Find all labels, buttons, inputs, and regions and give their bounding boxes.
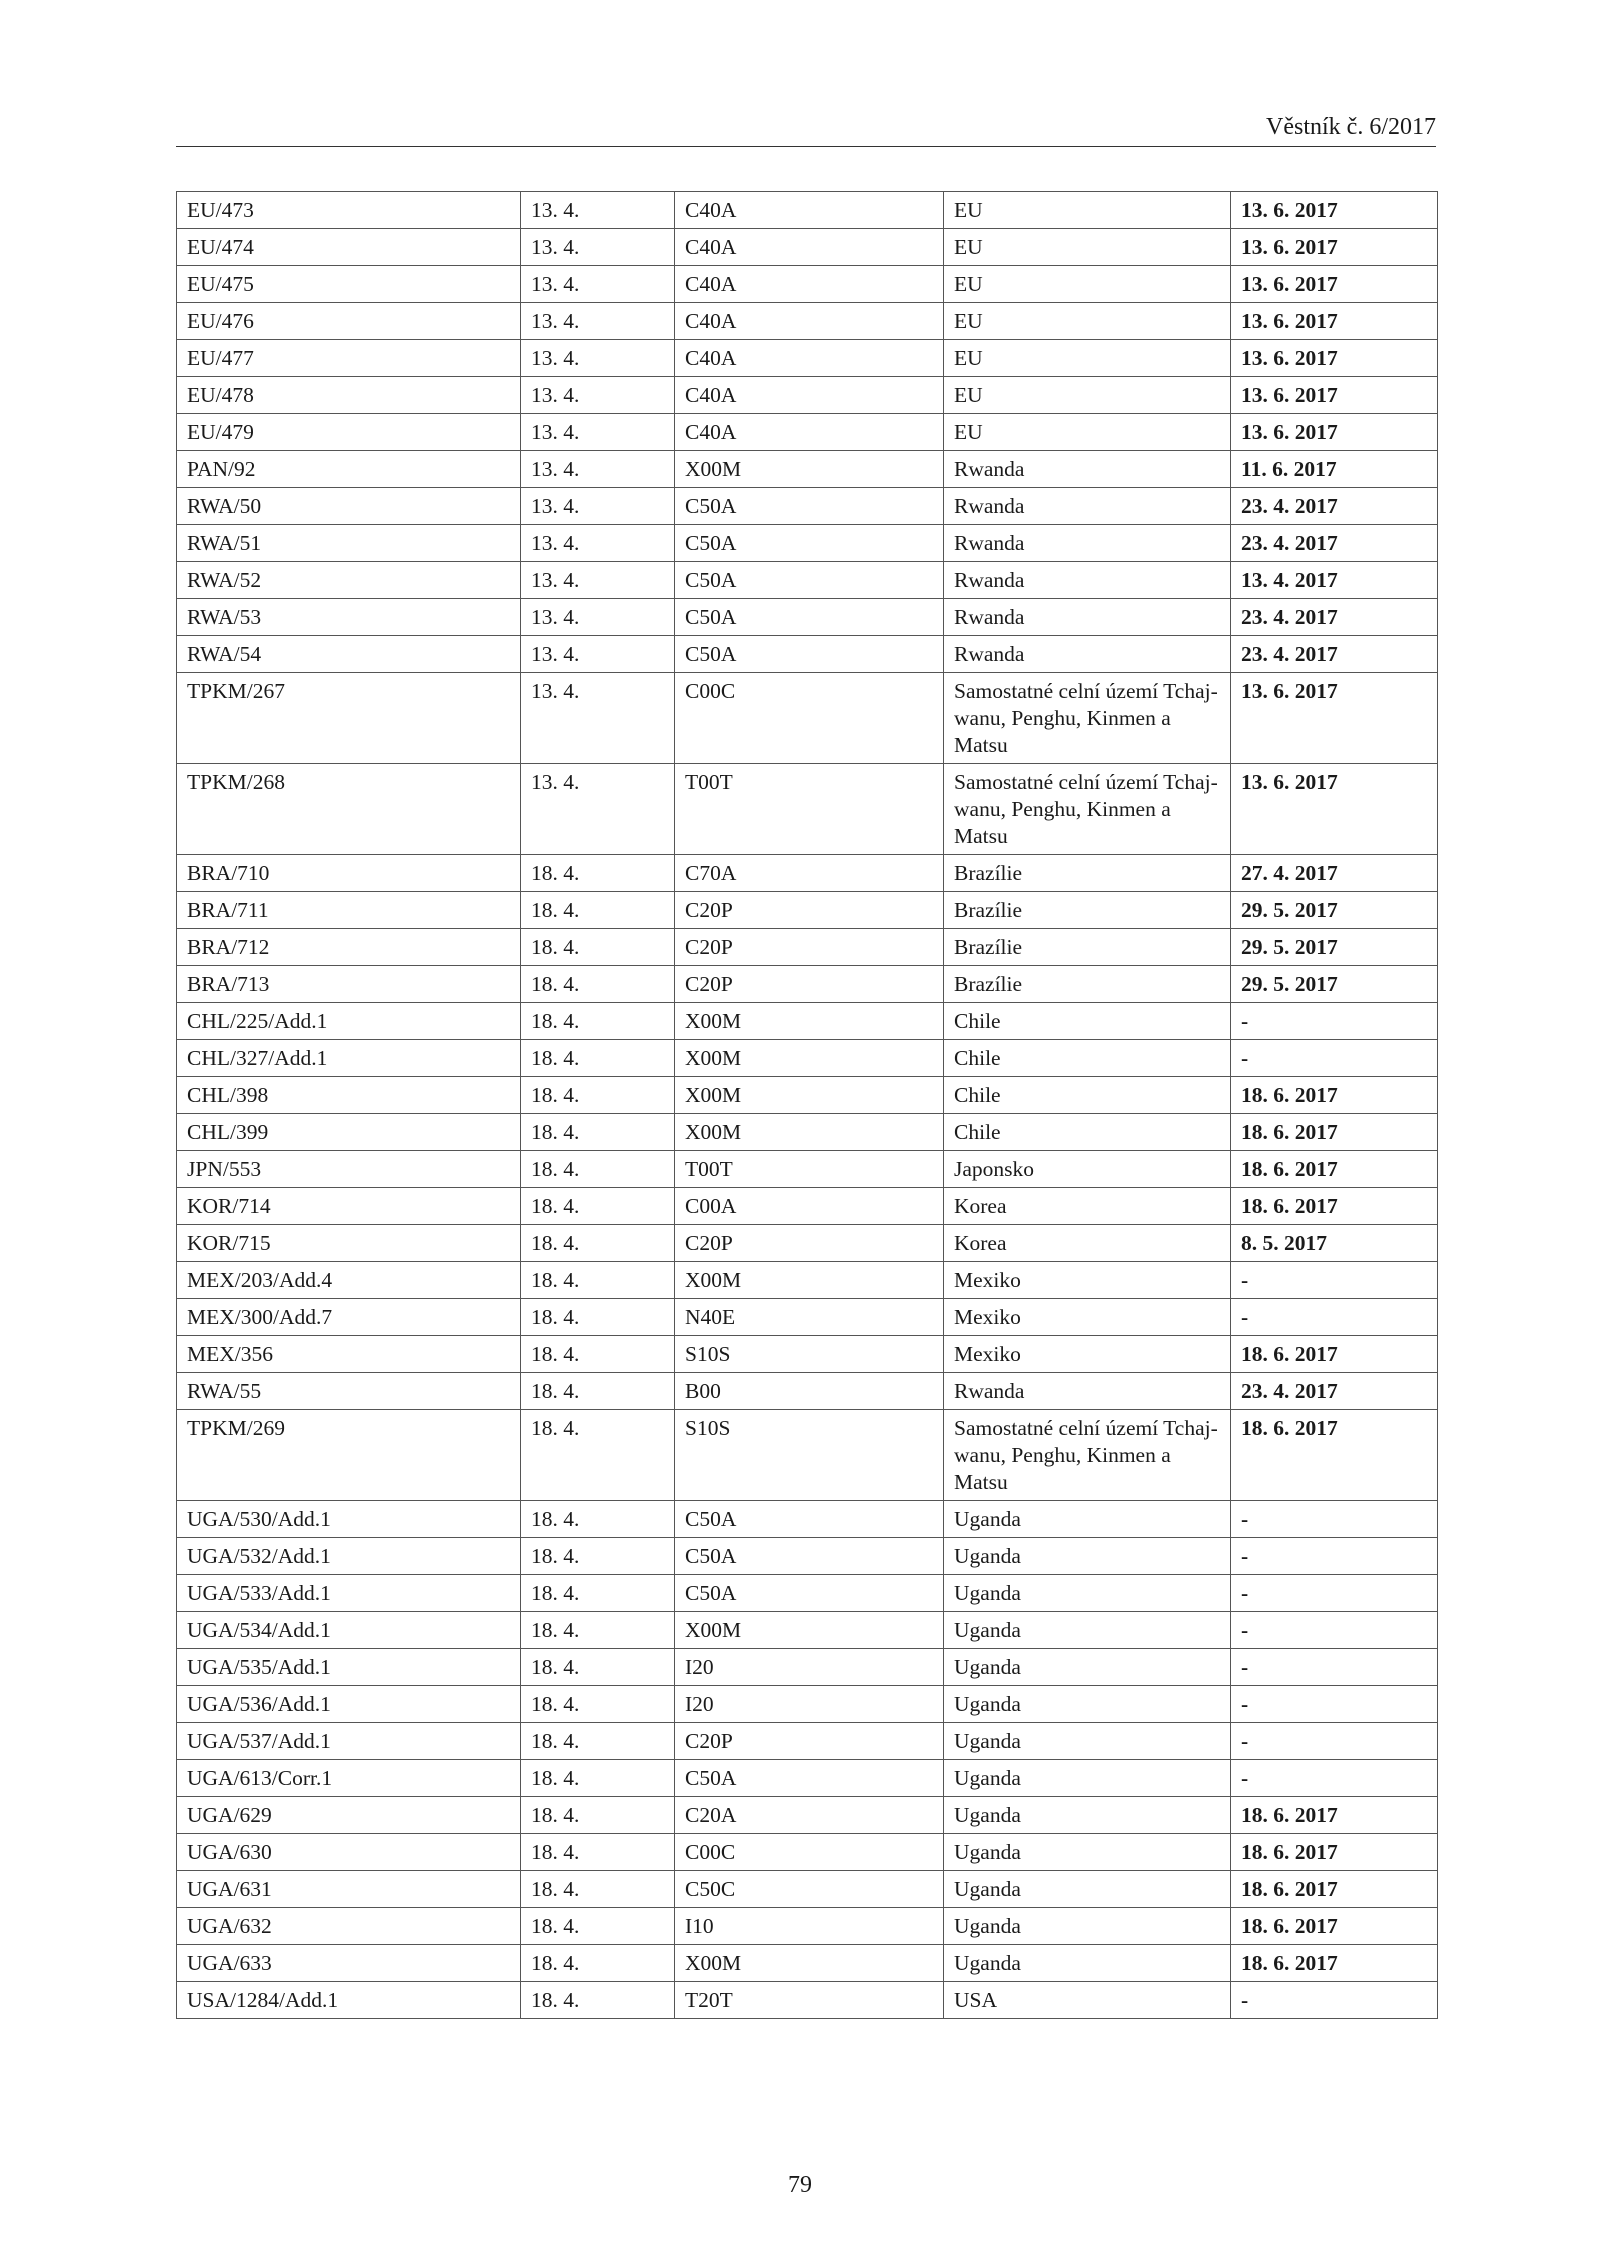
document-code-cell: TPKM/268 — [177, 764, 521, 855]
table-row — [177, 340, 1438, 377]
category-code-cell: N40E — [675, 1299, 944, 1336]
category-code-cell: I20 — [675, 1686, 944, 1723]
table-row — [177, 929, 1438, 966]
category-code-cell: X00M — [675, 1114, 944, 1151]
table-row — [177, 1612, 1438, 1649]
date-cell: 18. 4. — [521, 1151, 675, 1188]
deadline-cell: - — [1231, 1501, 1438, 1538]
table-row — [177, 1336, 1438, 1373]
category-code-cell: B00 — [675, 1373, 944, 1410]
document-code-cell: JPN/553 — [177, 1151, 521, 1188]
deadline-cell: 29. 5. 2017 — [1231, 966, 1438, 1003]
category-code-cell: T20T — [675, 1982, 944, 2019]
deadline-cell: 18. 6. 2017 — [1231, 1797, 1438, 1834]
table-row — [177, 377, 1438, 414]
category-code-cell: C40A — [675, 414, 944, 451]
deadline-cell: - — [1231, 1040, 1438, 1077]
date-cell: 18. 4. — [521, 1225, 675, 1262]
deadline-cell: 23. 4. 2017 — [1231, 488, 1438, 525]
table-row — [177, 1797, 1438, 1834]
deadline-cell: 13. 6. 2017 — [1231, 340, 1438, 377]
document-code-cell: BRA/711 — [177, 892, 521, 929]
document-code-cell: PAN/92 — [177, 451, 521, 488]
table-row — [177, 1501, 1438, 1538]
country-cell: Rwanda — [944, 599, 1231, 636]
document-code-cell: EU/473 — [177, 192, 521, 229]
category-code-cell: C00C — [675, 1834, 944, 1871]
table-row — [177, 1982, 1438, 2019]
document-code-cell: RWA/55 — [177, 1373, 521, 1410]
table-row — [177, 1871, 1438, 1908]
document-code-cell: CHL/327/Add.1 — [177, 1040, 521, 1077]
category-code-cell: C20P — [675, 1225, 944, 1262]
document-code-cell: EU/478 — [177, 377, 521, 414]
category-code-cell: C00A — [675, 1188, 944, 1225]
country-cell: Uganda — [944, 1871, 1231, 1908]
deadline-cell: 18. 6. 2017 — [1231, 1151, 1438, 1188]
date-cell: 13. 4. — [521, 636, 675, 673]
category-code-cell: X00M — [675, 1003, 944, 1040]
country-cell: Uganda — [944, 1760, 1231, 1797]
publication-title: Věstník č. 6/2017 — [1266, 114, 1436, 140]
date-cell: 18. 4. — [521, 1723, 675, 1760]
deadline-cell: 29. 5. 2017 — [1231, 929, 1438, 966]
date-cell: 13. 4. — [521, 303, 675, 340]
deadline-cell: 23. 4. 2017 — [1231, 1373, 1438, 1410]
date-cell: 13. 4. — [521, 192, 675, 229]
category-code-cell: C50A — [675, 562, 944, 599]
document-code-cell: CHL/399 — [177, 1114, 521, 1151]
country-cell: Japonsko — [944, 1151, 1231, 1188]
table-row — [177, 1262, 1438, 1299]
category-code-cell: X00M — [675, 1612, 944, 1649]
category-code-cell: C50A — [675, 525, 944, 562]
category-code-cell: C40A — [675, 229, 944, 266]
country-cell: Chile — [944, 1003, 1231, 1040]
table-row — [177, 414, 1438, 451]
category-code-cell: C40A — [675, 377, 944, 414]
country-cell: Uganda — [944, 1945, 1231, 1982]
table-row — [177, 488, 1438, 525]
table-row — [177, 636, 1438, 673]
country-cell: Chile — [944, 1114, 1231, 1151]
document-code-cell: RWA/53 — [177, 599, 521, 636]
table-row — [177, 1686, 1438, 1723]
table-row — [177, 451, 1438, 488]
category-code-cell: C20P — [675, 929, 944, 966]
category-code-cell: C20P — [675, 892, 944, 929]
deadline-cell: - — [1231, 1299, 1438, 1336]
deadline-cell: - — [1231, 1003, 1438, 1040]
country-cell: Rwanda — [944, 488, 1231, 525]
table-row — [177, 1188, 1438, 1225]
document-code-cell: UGA/532/Add.1 — [177, 1538, 521, 1575]
country-cell: Rwanda — [944, 1373, 1231, 1410]
country-cell: Mexiko — [944, 1262, 1231, 1299]
table-row — [177, 1077, 1438, 1114]
deadline-cell: 18. 6. 2017 — [1231, 1945, 1438, 1982]
deadline-cell: - — [1231, 1982, 1438, 2019]
document-code-cell: UGA/536/Add.1 — [177, 1686, 521, 1723]
country-cell: Korea — [944, 1225, 1231, 1262]
category-code-cell: C40A — [675, 266, 944, 303]
date-cell: 18. 4. — [521, 929, 675, 966]
country-cell: Samostatné celní území Tchaj-wanu, Penghu, Kinmen a Matsu — [944, 764, 1231, 855]
table-row — [177, 599, 1438, 636]
deadline-cell: - — [1231, 1575, 1438, 1612]
table-row — [177, 1410, 1438, 1501]
deadline-cell: 13. 6. 2017 — [1231, 192, 1438, 229]
date-cell: 18. 4. — [521, 1871, 675, 1908]
table-row — [177, 1760, 1438, 1797]
country-cell: EU — [944, 414, 1231, 451]
table-row — [177, 1538, 1438, 1575]
date-cell: 13. 4. — [521, 764, 675, 855]
document-code-cell: RWA/50 — [177, 488, 521, 525]
table-row — [177, 525, 1438, 562]
deadline-cell: - — [1231, 1723, 1438, 1760]
category-code-cell: X00M — [675, 451, 944, 488]
country-cell: Rwanda — [944, 636, 1231, 673]
country-cell: Rwanda — [944, 562, 1231, 599]
deadline-cell: - — [1231, 1538, 1438, 1575]
deadline-cell: - — [1231, 1686, 1438, 1723]
document-code-cell: RWA/51 — [177, 525, 521, 562]
document-code-cell: UGA/537/Add.1 — [177, 1723, 521, 1760]
deadline-cell: 18. 6. 2017 — [1231, 1834, 1438, 1871]
document-code-cell: CHL/398 — [177, 1077, 521, 1114]
date-cell: 18. 4. — [521, 892, 675, 929]
country-cell: Uganda — [944, 1538, 1231, 1575]
deadline-cell: 23. 4. 2017 — [1231, 599, 1438, 636]
date-cell: 18. 4. — [521, 1262, 675, 1299]
page-header — [176, 110, 1436, 147]
country-cell: EU — [944, 303, 1231, 340]
date-cell: 18. 4. — [521, 1686, 675, 1723]
date-cell: 18. 4. — [521, 966, 675, 1003]
deadline-cell: 13. 6. 2017 — [1231, 266, 1438, 303]
document-code-cell: UGA/613/Corr.1 — [177, 1760, 521, 1797]
category-code-cell: X00M — [675, 1040, 944, 1077]
country-cell: Rwanda — [944, 451, 1231, 488]
category-code-cell: X00M — [675, 1262, 944, 1299]
deadline-cell: 18. 6. 2017 — [1231, 1077, 1438, 1114]
table-row — [177, 562, 1438, 599]
document-code-cell: RWA/54 — [177, 636, 521, 673]
country-cell: Chile — [944, 1077, 1231, 1114]
country-cell: Brazílie — [944, 855, 1231, 892]
table-row — [177, 1723, 1438, 1760]
document-code-cell: TPKM/269 — [177, 1410, 521, 1501]
deadline-cell: 13. 6. 2017 — [1231, 303, 1438, 340]
country-cell: Uganda — [944, 1908, 1231, 1945]
document-code-cell: UGA/533/Add.1 — [177, 1575, 521, 1612]
document-code-cell: USA/1284/Add.1 — [177, 1982, 521, 2019]
date-cell: 18. 4. — [521, 1612, 675, 1649]
country-cell: Uganda — [944, 1649, 1231, 1686]
date-cell: 18. 4. — [521, 1945, 675, 1982]
category-code-cell: C50A — [675, 1501, 944, 1538]
table-row — [177, 1040, 1438, 1077]
category-code-cell: I20 — [675, 1649, 944, 1686]
country-cell: Korea — [944, 1188, 1231, 1225]
deadline-cell: - — [1231, 1262, 1438, 1299]
date-cell: 18. 4. — [521, 1501, 675, 1538]
category-code-cell: C20P — [675, 1723, 944, 1760]
date-cell: 18. 4. — [521, 1649, 675, 1686]
category-code-cell: C40A — [675, 340, 944, 377]
document-code-cell: MEX/356 — [177, 1336, 521, 1373]
category-code-cell: C40A — [675, 303, 944, 340]
deadline-cell: 29. 5. 2017 — [1231, 892, 1438, 929]
country-cell: EU — [944, 266, 1231, 303]
table-row — [177, 1003, 1438, 1040]
page-number: 79 — [788, 2172, 812, 2198]
date-cell: 18. 4. — [521, 855, 675, 892]
document-code-cell: UGA/535/Add.1 — [177, 1649, 521, 1686]
date-cell: 13. 4. — [521, 229, 675, 266]
country-cell: Uganda — [944, 1501, 1231, 1538]
date-cell: 18. 4. — [521, 1908, 675, 1945]
category-code-cell: T00T — [675, 1151, 944, 1188]
category-code-cell: C50A — [675, 599, 944, 636]
date-cell: 13. 4. — [521, 451, 675, 488]
category-code-cell: C50A — [675, 488, 944, 525]
country-cell: EU — [944, 340, 1231, 377]
country-cell: Samostatné celní území Tchaj-wanu, Penghu, Kinmen a Matsu — [944, 673, 1231, 764]
deadline-cell: 18. 6. 2017 — [1231, 1114, 1438, 1151]
date-cell: 13. 4. — [521, 414, 675, 451]
table-row — [177, 229, 1438, 266]
category-code-cell: C70A — [675, 855, 944, 892]
table-row — [177, 1151, 1438, 1188]
country-cell: Mexiko — [944, 1336, 1231, 1373]
date-cell: 18. 4. — [521, 1797, 675, 1834]
category-code-cell: C20P — [675, 966, 944, 1003]
date-cell: 13. 4. — [521, 562, 675, 599]
country-cell: Uganda — [944, 1686, 1231, 1723]
document-code-cell: RWA/52 — [177, 562, 521, 599]
date-cell: 18. 4. — [521, 1760, 675, 1797]
deadline-cell: - — [1231, 1760, 1438, 1797]
date-cell: 18. 4. — [521, 1299, 675, 1336]
table-row — [177, 266, 1438, 303]
date-cell: 13. 4. — [521, 340, 675, 377]
country-cell: Brazílie — [944, 966, 1231, 1003]
table-row — [177, 192, 1438, 229]
date-cell: 18. 4. — [521, 1040, 675, 1077]
document-code-cell: CHL/225/Add.1 — [177, 1003, 521, 1040]
category-code-cell: T00T — [675, 764, 944, 855]
date-cell: 13. 4. — [521, 525, 675, 562]
table-body — [177, 192, 1438, 2019]
deadline-cell: 13. 6. 2017 — [1231, 377, 1438, 414]
document-code-cell: EU/476 — [177, 303, 521, 340]
document-code-cell: BRA/710 — [177, 855, 521, 892]
document-code-cell: EU/479 — [177, 414, 521, 451]
date-cell: 18. 4. — [521, 1114, 675, 1151]
category-code-cell: C40A — [675, 192, 944, 229]
country-cell: Chile — [944, 1040, 1231, 1077]
document-code-cell: MEX/300/Add.7 — [177, 1299, 521, 1336]
date-cell: 18. 4. — [521, 1188, 675, 1225]
category-code-cell: I10 — [675, 1908, 944, 1945]
table-row — [177, 855, 1438, 892]
date-cell: 13. 4. — [521, 266, 675, 303]
document-code-cell: EU/475 — [177, 266, 521, 303]
table-row — [177, 673, 1438, 764]
category-code-cell: C20A — [675, 1797, 944, 1834]
deadline-cell: 23. 4. 2017 — [1231, 525, 1438, 562]
country-cell: Uganda — [944, 1834, 1231, 1871]
deadline-cell: 27. 4. 2017 — [1231, 855, 1438, 892]
deadline-cell: - — [1231, 1612, 1438, 1649]
deadline-cell: 13. 4. 2017 — [1231, 562, 1438, 599]
date-cell: 18. 4. — [521, 1077, 675, 1114]
document-code-cell: BRA/712 — [177, 929, 521, 966]
date-cell: 13. 4. — [521, 377, 675, 414]
country-cell: Mexiko — [944, 1299, 1231, 1336]
deadline-cell: 18. 6. 2017 — [1231, 1336, 1438, 1373]
category-code-cell: C50A — [675, 1538, 944, 1575]
document-code-cell: KOR/714 — [177, 1188, 521, 1225]
document-code-cell: UGA/530/Add.1 — [177, 1501, 521, 1538]
document-code-cell: MEX/203/Add.4 — [177, 1262, 521, 1299]
document-code-cell: UGA/630 — [177, 1834, 521, 1871]
country-cell: EU — [944, 377, 1231, 414]
country-cell: Samostatné celní území Tchaj-wanu, Penghu, Kinmen a Matsu — [944, 1410, 1231, 1501]
document-code-cell: EU/474 — [177, 229, 521, 266]
table-row — [177, 1945, 1438, 1982]
category-code-cell: S10S — [675, 1410, 944, 1501]
deadline-cell: 13. 6. 2017 — [1231, 229, 1438, 266]
date-cell: 18. 4. — [521, 1982, 675, 2019]
deadline-cell: 13. 6. 2017 — [1231, 414, 1438, 451]
date-cell: 18. 4. — [521, 1538, 675, 1575]
category-code-cell: X00M — [675, 1077, 944, 1114]
table-row — [177, 1373, 1438, 1410]
document-code-cell: BRA/713 — [177, 966, 521, 1003]
country-cell: Brazílie — [944, 892, 1231, 929]
date-cell: 18. 4. — [521, 1003, 675, 1040]
table-row — [177, 1114, 1438, 1151]
date-cell: 13. 4. — [521, 488, 675, 525]
country-cell: EU — [944, 192, 1231, 229]
table-row — [177, 966, 1438, 1003]
table-row — [177, 1908, 1438, 1945]
deadline-cell: 13. 6. 2017 — [1231, 764, 1438, 855]
table-row — [177, 892, 1438, 929]
country-cell: EU — [944, 229, 1231, 266]
country-cell: Uganda — [944, 1723, 1231, 1760]
document-code-cell: TPKM/267 — [177, 673, 521, 764]
category-code-cell: C00C — [675, 673, 944, 764]
table-row — [177, 1575, 1438, 1612]
date-cell: 18. 4. — [521, 1834, 675, 1871]
date-cell: 18. 4. — [521, 1575, 675, 1612]
document-code-cell: UGA/534/Add.1 — [177, 1612, 521, 1649]
date-cell: 18. 4. — [521, 1410, 675, 1501]
category-code-cell: C50A — [675, 1760, 944, 1797]
country-cell: Uganda — [944, 1612, 1231, 1649]
date-cell: 18. 4. — [521, 1373, 675, 1410]
country-cell: Rwanda — [944, 525, 1231, 562]
deadline-cell: 18. 6. 2017 — [1231, 1188, 1438, 1225]
table-row — [177, 1649, 1438, 1686]
country-cell: Uganda — [944, 1797, 1231, 1834]
deadline-cell: 23. 4. 2017 — [1231, 636, 1438, 673]
country-cell: Brazílie — [944, 929, 1231, 966]
document-code-cell: EU/477 — [177, 340, 521, 377]
document-code-cell: KOR/715 — [177, 1225, 521, 1262]
deadline-cell: 18. 6. 2017 — [1231, 1908, 1438, 1945]
document-code-cell: UGA/629 — [177, 1797, 521, 1834]
document-code-cell: UGA/633 — [177, 1945, 521, 1982]
deadline-cell: 18. 6. 2017 — [1231, 1871, 1438, 1908]
document-code-cell: UGA/631 — [177, 1871, 521, 1908]
date-cell: 18. 4. — [521, 1336, 675, 1373]
table-row — [177, 1834, 1438, 1871]
table-row — [177, 1299, 1438, 1336]
category-code-cell: S10S — [675, 1336, 944, 1373]
date-cell: 13. 4. — [521, 599, 675, 636]
table-row — [177, 764, 1438, 855]
table-row — [177, 1225, 1438, 1262]
category-code-cell: C50A — [675, 1575, 944, 1612]
deadline-cell: 11. 6. 2017 — [1231, 451, 1438, 488]
deadline-cell: 18. 6. 2017 — [1231, 1410, 1438, 1501]
table-row — [177, 303, 1438, 340]
deadline-cell: 8. 5. 2017 — [1231, 1225, 1438, 1262]
country-cell: USA — [944, 1982, 1231, 2019]
category-code-cell: C50A — [675, 636, 944, 673]
notification-table — [176, 191, 1438, 2019]
document-code-cell: UGA/632 — [177, 1908, 521, 1945]
category-code-cell: X00M — [675, 1945, 944, 1982]
deadline-cell: - — [1231, 1649, 1438, 1686]
country-cell: Uganda — [944, 1575, 1231, 1612]
deadline-cell: 13. 6. 2017 — [1231, 673, 1438, 764]
category-code-cell: C50C — [675, 1871, 944, 1908]
date-cell: 13. 4. — [521, 673, 675, 764]
